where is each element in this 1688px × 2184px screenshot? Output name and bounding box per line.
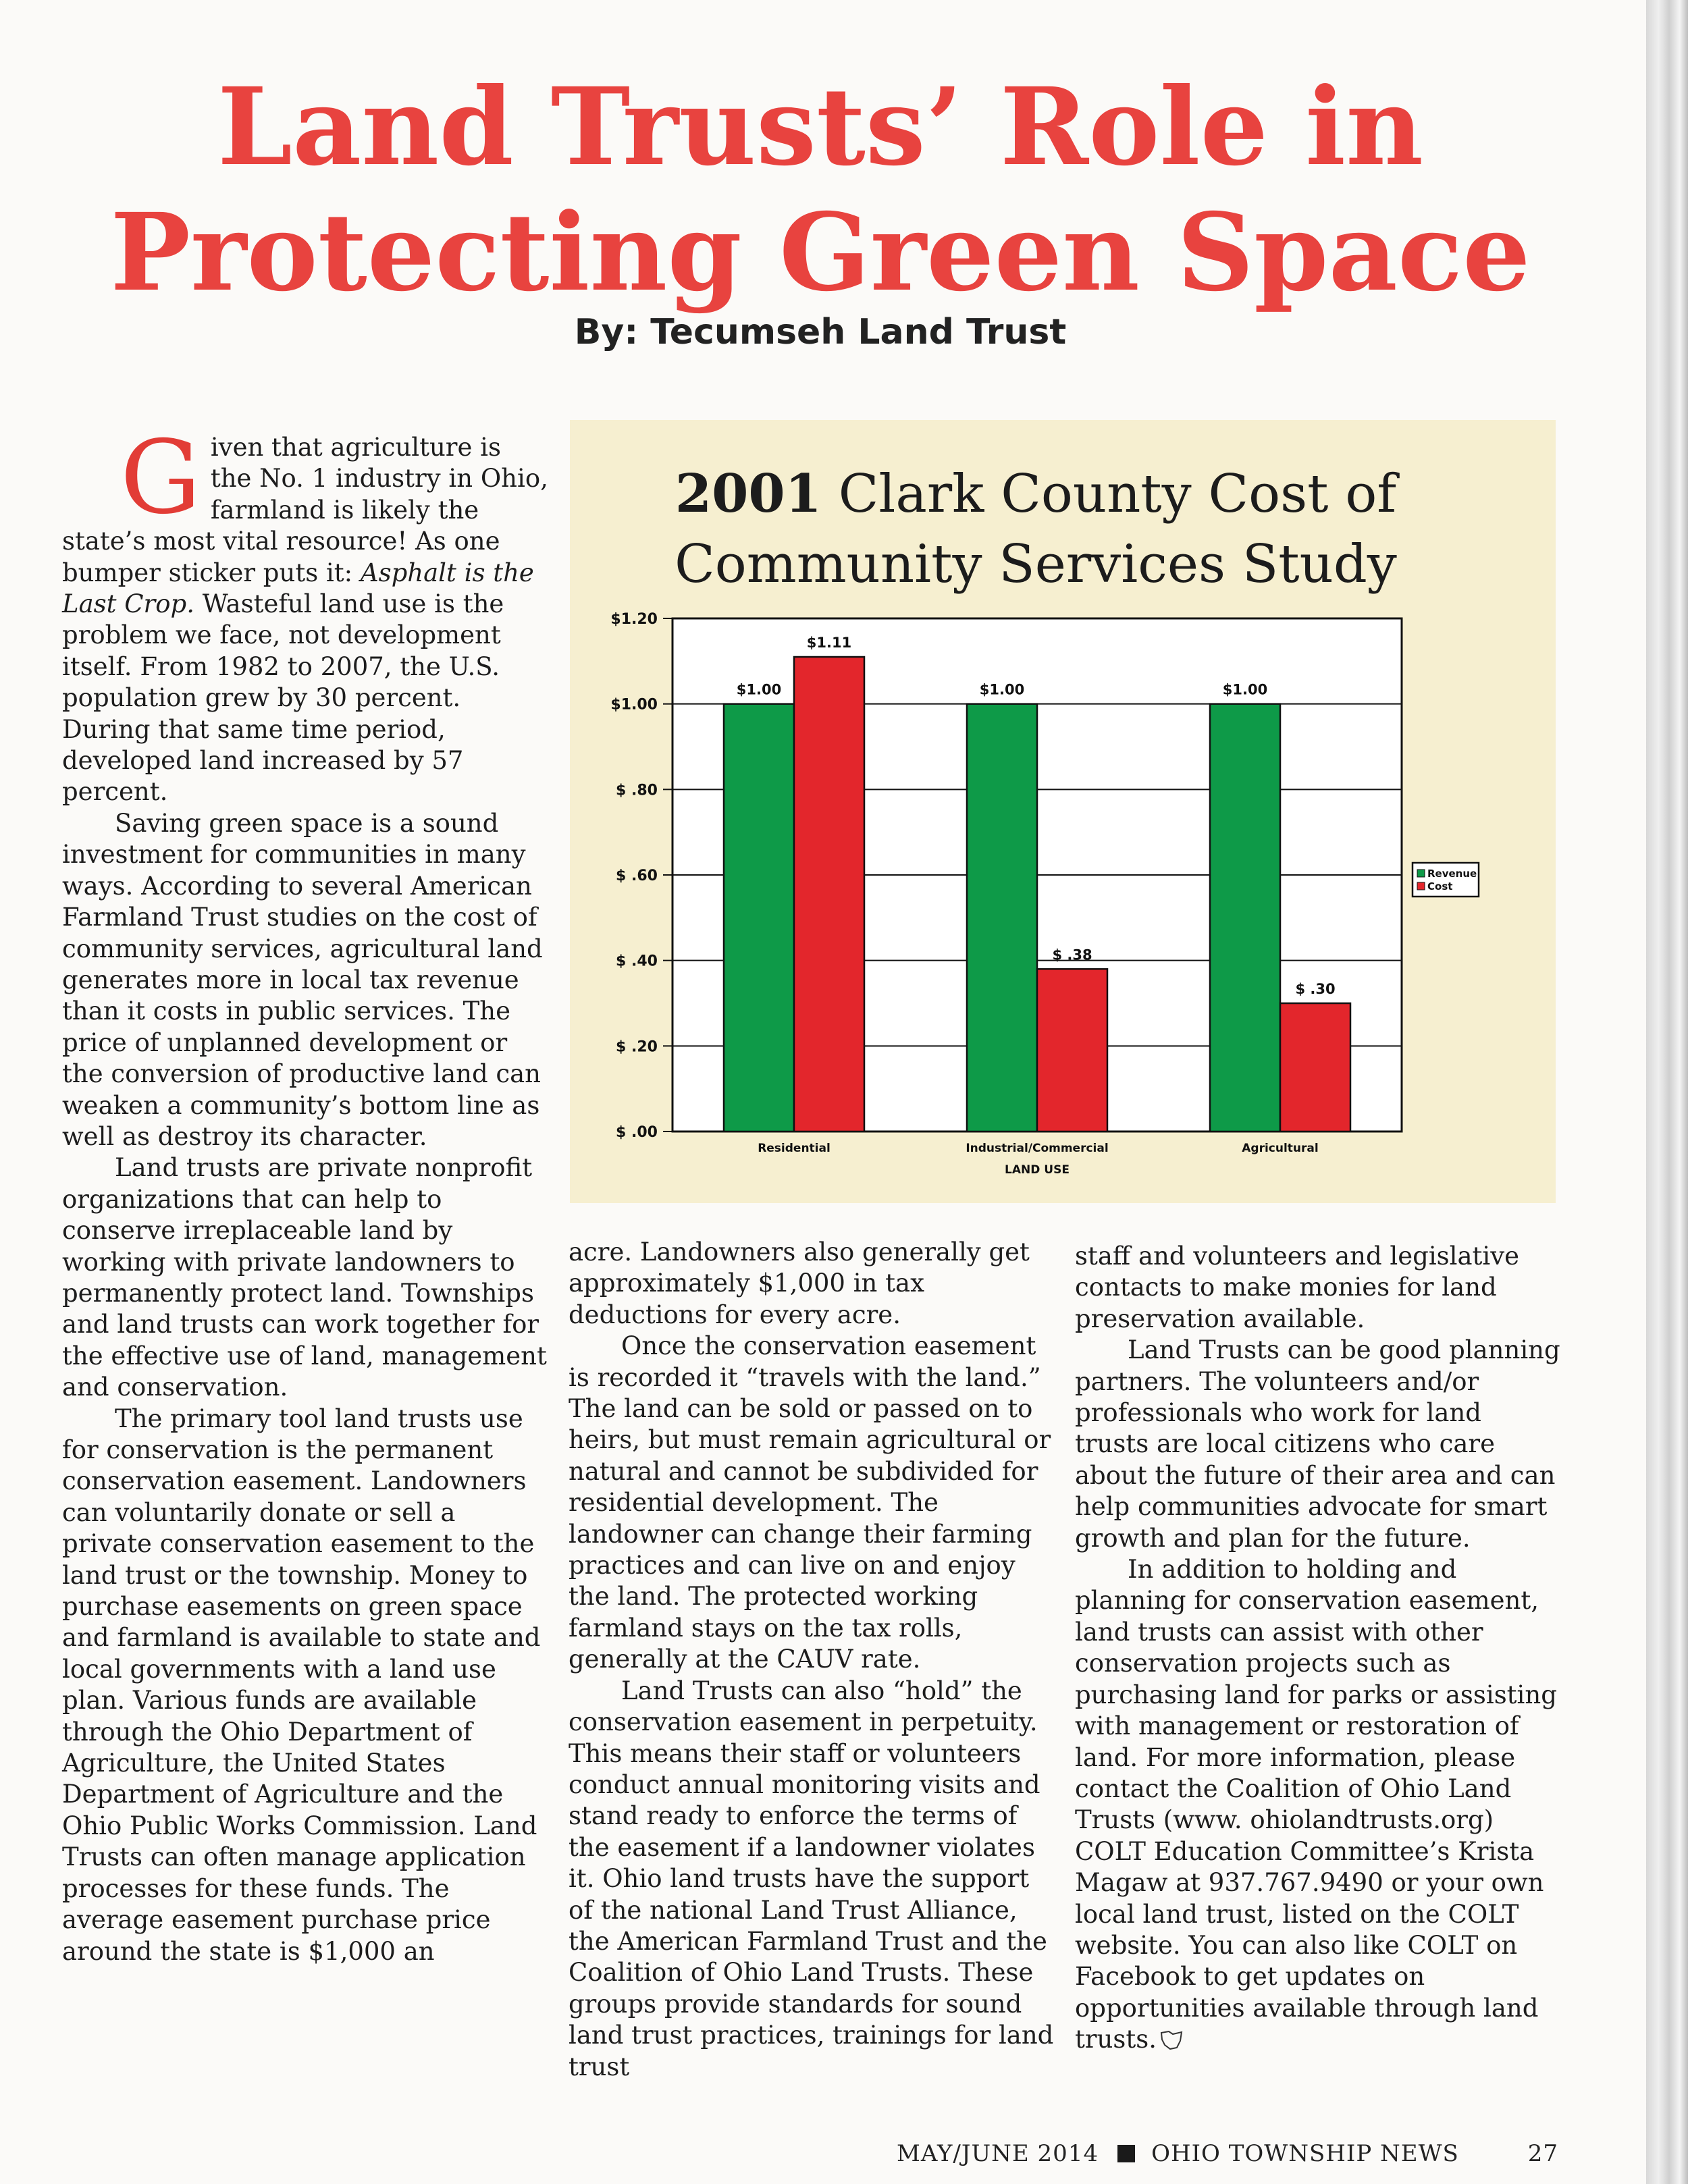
article-column-1 xyxy=(62,419,548,1967)
chart-title-rest: Clark County Cost of xyxy=(821,464,1397,525)
y-tick-label: $1.00 xyxy=(610,696,658,714)
y-tick-label: $ .60 xyxy=(616,868,658,884)
y-tick-label: $ .00 xyxy=(616,1124,658,1141)
legend-swatch-cost xyxy=(1417,882,1425,890)
chart-title-line2: Community Services Study xyxy=(675,534,1397,595)
y-tick-label: $ .80 xyxy=(616,782,658,799)
publication-name: OHIO TOWNSHIP NEWS xyxy=(1151,2140,1459,2167)
bar-chart xyxy=(570,420,1556,1203)
bumper-sticker-quote: Asphalt is the Last Crop. xyxy=(62,558,534,619)
paragraph: Saving green space is a sound investment for communities in many ways. According to several American Farmland Trust studies on the cost of community services, agricultural land generates more in local tax revenue than it costs in public services. The price of unplanned development or the conversion of productive land can weaken a community’s bottom line as well as destroy its character. xyxy=(62,808,543,1151)
bar-cost xyxy=(794,657,864,1131)
drop-cap: G xyxy=(120,419,201,537)
page-number: 27 xyxy=(1527,2140,1558,2167)
x-tick-label: Industrial/Commercial xyxy=(966,1142,1109,1155)
data-label: $ .30 xyxy=(1295,981,1336,997)
bar-revenue xyxy=(724,704,794,1131)
paragraph: Land Trusts can also “hold” the conservation easement in perpetuity. This means their staff or volunteers conduct annual monitoring visits and stand ready to enforce the terms of the easement if a landowner violates it. Ohio land trusts have the support of the national Land Trust Alliance, the American Farmland Trust and the Coalition of Ohio Land Trusts. These groups provide standards for sound land trust practices, trainings for land trust xyxy=(569,1676,1054,2081)
paragraph-text: iven that agriculture is the No. 1 industry in Ohio, farmland is likely the state’s most vital resource! As one bumper sticker puts it: xyxy=(62,433,548,587)
paragraph: acre. Landowners also generally get approximately $1,000 in tax deductions for every acre. xyxy=(569,1237,1030,1329)
paragraph xyxy=(62,419,548,808)
x-tick-label: Residential xyxy=(758,1142,830,1155)
y-tick-label: $1.20 xyxy=(610,611,658,628)
page-edge xyxy=(1646,0,1688,2184)
separator-square-icon xyxy=(1117,2145,1135,2162)
data-label: $ .38 xyxy=(1052,947,1092,963)
legend-label: Revenue xyxy=(1427,868,1477,880)
article-column-2 xyxy=(569,1237,1055,2083)
paragraph-text: Wasteful land use is the problem we face, not development itself. From 1982 to 2007, the U.S. population grew by 30 percent. During that same time period, developed land increased by 57 percent. xyxy=(62,589,504,807)
bar-cost xyxy=(1280,1003,1350,1131)
article-title-line2: Protecting Green Space xyxy=(110,190,1531,315)
paragraph: staff and volunteers and legislative contacts to make monies for land preservation available. xyxy=(1075,1242,1520,1333)
y-tick-label: $ .40 xyxy=(616,953,658,970)
bar-cost xyxy=(1037,969,1107,1131)
article-title-line1: Land Trusts’ Role in xyxy=(217,65,1424,190)
paragraph: Once the conservation easement is recorded it “travels with the land.” The land can be sold or passed on to heirs, but must remain agricultural or natural and cannot be subdivided for residential development. The landowner can change their farming practices and can live on and enjoy the land. The protected working farmland stays on the tax rolls, generally at the CAUV rate. xyxy=(569,1331,1051,1674)
data-label: $1.00 xyxy=(1222,681,1268,698)
article-column-3 xyxy=(1075,1241,1561,2056)
paragraph: The primary tool land trusts use for conservation is the permanent conservation easement. Landowners can voluntarily donate or sell a private conservation easement to the land trust or the township. Money to purchase easements on green space and farmland is available to state and local governments with a land use plan. Various funds are available through the Ohio Department of Agriculture, the United States Department of Agriculture and the Ohio Public Works Commission. Land Trusts can often manage application processes for these funds. The average easement purchase price around the state is $1,000 an xyxy=(62,1404,541,1966)
legend-label: Cost xyxy=(1427,880,1453,893)
bar-revenue xyxy=(967,704,1037,1131)
paragraph xyxy=(1075,1554,1561,2056)
x-axis-label: LAND USE xyxy=(1005,1163,1070,1177)
chart-title-year: 2001 xyxy=(675,463,822,525)
ohio-outline-icon xyxy=(1159,2030,1184,2050)
page-footer xyxy=(897,2140,1558,2167)
paragraph-text: In addition to holding and planning for conservation easement, land trusts can assist with other conservation projects such as purchasing land for parks or assisting with management or restoration of land. For more information, please contact the Coalition of Ohio Land Trusts (www. ohiolandtrusts.org) COLT Education Committee’s Krista Magaw at 937.767.9490 or your own local land trust, listed on the COLT website. You can also like COLT on Facebook to get updates on opportunities available through land trusts. xyxy=(1075,1555,1557,2054)
issue-date: MAY/JUNE 2014 xyxy=(897,2140,1099,2167)
bar-revenue xyxy=(1210,704,1280,1131)
data-label: $1.00 xyxy=(979,681,1025,698)
paragraph: Land trusts are private nonprofit organizations that can help to conserve irreplaceable land by working with private landowners to permanently protect land. Townships and land trusts can work together for the effective use of land, management and conservation. xyxy=(62,1153,547,1402)
paragraph: Land Trusts can be good planning partners. The volunteers and/or professionals who work for land trusts are local citizens who care about the future of their area and can help communities advocate for smart growth and plan for the future. xyxy=(1075,1335,1560,1553)
chart-panel xyxy=(570,420,1556,1203)
article-byline: By: Tecumseh Land Trust xyxy=(574,312,1067,352)
x-tick-label: Agricultural xyxy=(1242,1142,1319,1155)
y-tick-label: $ .20 xyxy=(616,1038,658,1056)
legend-swatch-revenue xyxy=(1417,870,1425,877)
data-label: $1.11 xyxy=(806,635,852,651)
data-label: $1.00 xyxy=(736,681,782,698)
